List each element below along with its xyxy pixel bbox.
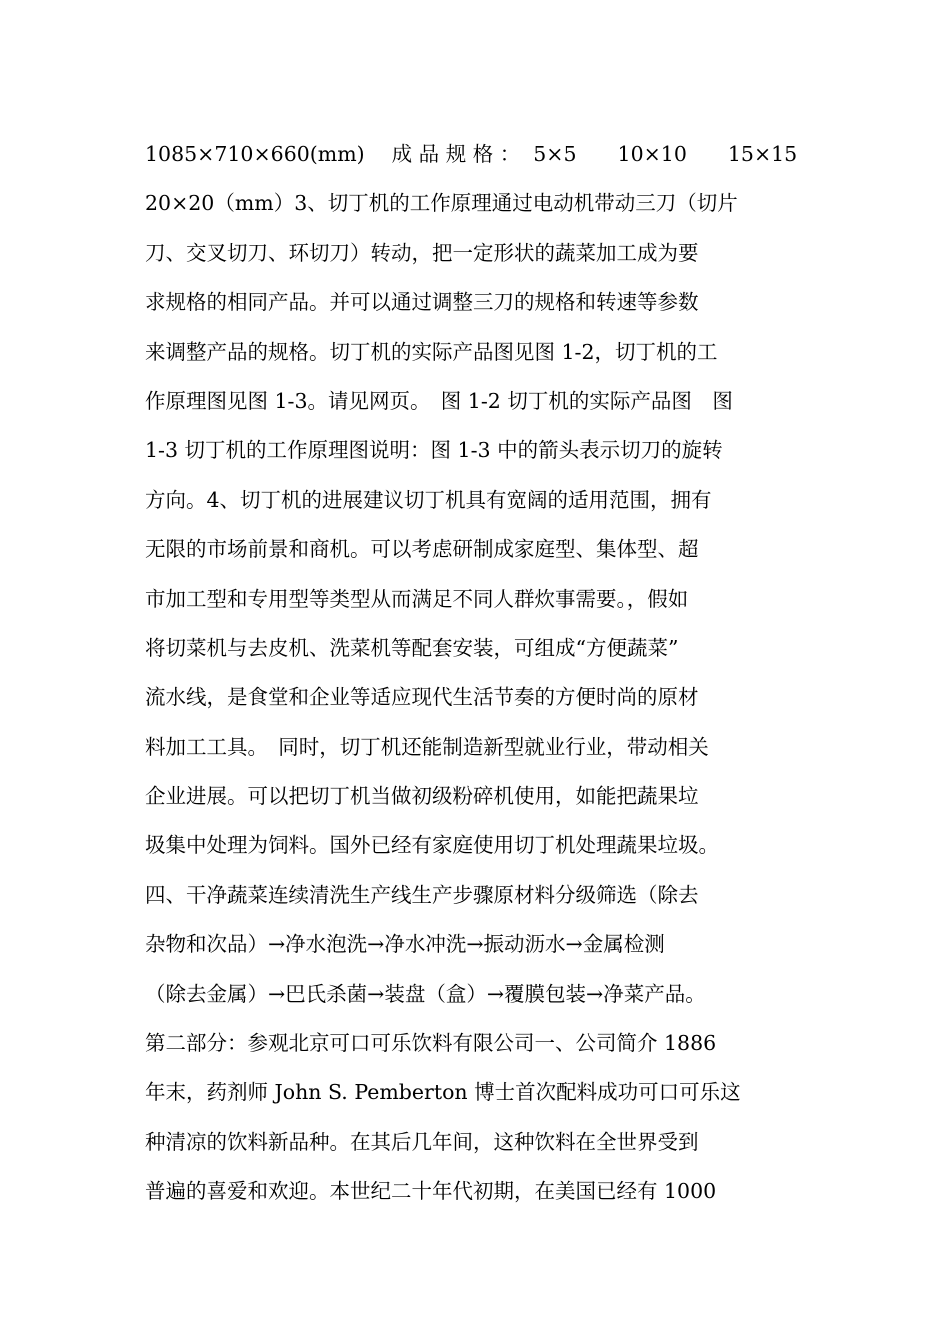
text-line: 企业进展。可以把切丁机当做初级粉碎机使用，如能把蔬果垃 [145, 784, 699, 809]
text-line: 无限的市场前景和商机。可以考虑研制成家庭型、集体型、超 [145, 537, 699, 562]
text-line: 种清凉的饮料新品种。在其后几年间，这种饮料在全世界受到 [145, 1129, 699, 1154]
text-line: 四、干净蔬菜连续清洗生产线生产步骤原材料分级筛选（除去 [145, 882, 699, 907]
text-line: 20×20（mm）3、切丁机的工作原理通过电动机带动三刀（切片 [145, 191, 738, 216]
text-line: 方向。4、切丁机的进展建议切丁机具有宽阔的适用范围，拥有 [145, 487, 712, 512]
body-text [145, 130, 825, 1217]
text-line: 料加工工具。 同时，切丁机还能制造新型就业行业，带动相关 [145, 734, 709, 759]
text-line: 杂物和次品）→净水泡洗→净水冲洗→振动沥水→金属检测 [145, 932, 665, 957]
text-line: 1085×710×660(mm) 成 品 规 格 ： 5×5 10×10 15×15 [145, 142, 798, 166]
text-line: 年末，药剂师 John S. Pemberton 博士首次配料成功可口可乐这 [145, 1080, 741, 1105]
text-line: 流水线，是食堂和企业等适应现代生活节奏的方便时尚的原材 [145, 685, 699, 710]
text-line: 求规格的相同产品。并可以通过调整三刀的规格和转速等参数 [145, 290, 699, 315]
text-line: 来调整产品的规格。切丁机的实际产品图见图 1-2，切丁机的工 [145, 339, 718, 364]
text-line: 市加工型和专用型等类型从而满足不同人群炊事需要。，假如 [145, 586, 689, 611]
text-line: 圾集中处理为饲料。国外已经有家庭使用切丁机处理蔬果垃圾。 [145, 833, 719, 858]
text-line: 第二部分：参观北京可口可乐饮料有限公司一、公司简介 1886 [145, 1031, 717, 1056]
text-line: 刀、交叉切刀、环切刀）转动，把一定形状的蔬菜加工成为要 [145, 240, 699, 265]
text-line: 普遍的喜爱和欢迎。本世纪二十年代初期，在美国已经有 1000 [145, 1179, 717, 1204]
text-line: 1-3 切丁机的工作原理图说明：图 1-3 中的箭头表示切刀的旋转 [145, 438, 723, 463]
text-line: （除去金属）→巴氏杀菌→装盘（盒）→覆膜包装→净菜产品。 [145, 981, 706, 1006]
text-line: 将切菜机与去皮机、洗菜机等配套安装，可组成“方便蔬菜” [145, 635, 679, 660]
text-line: 作原理图见图 1-3。请见网页。 图 1-2 切丁机的实际产品图 图 [145, 388, 733, 413]
